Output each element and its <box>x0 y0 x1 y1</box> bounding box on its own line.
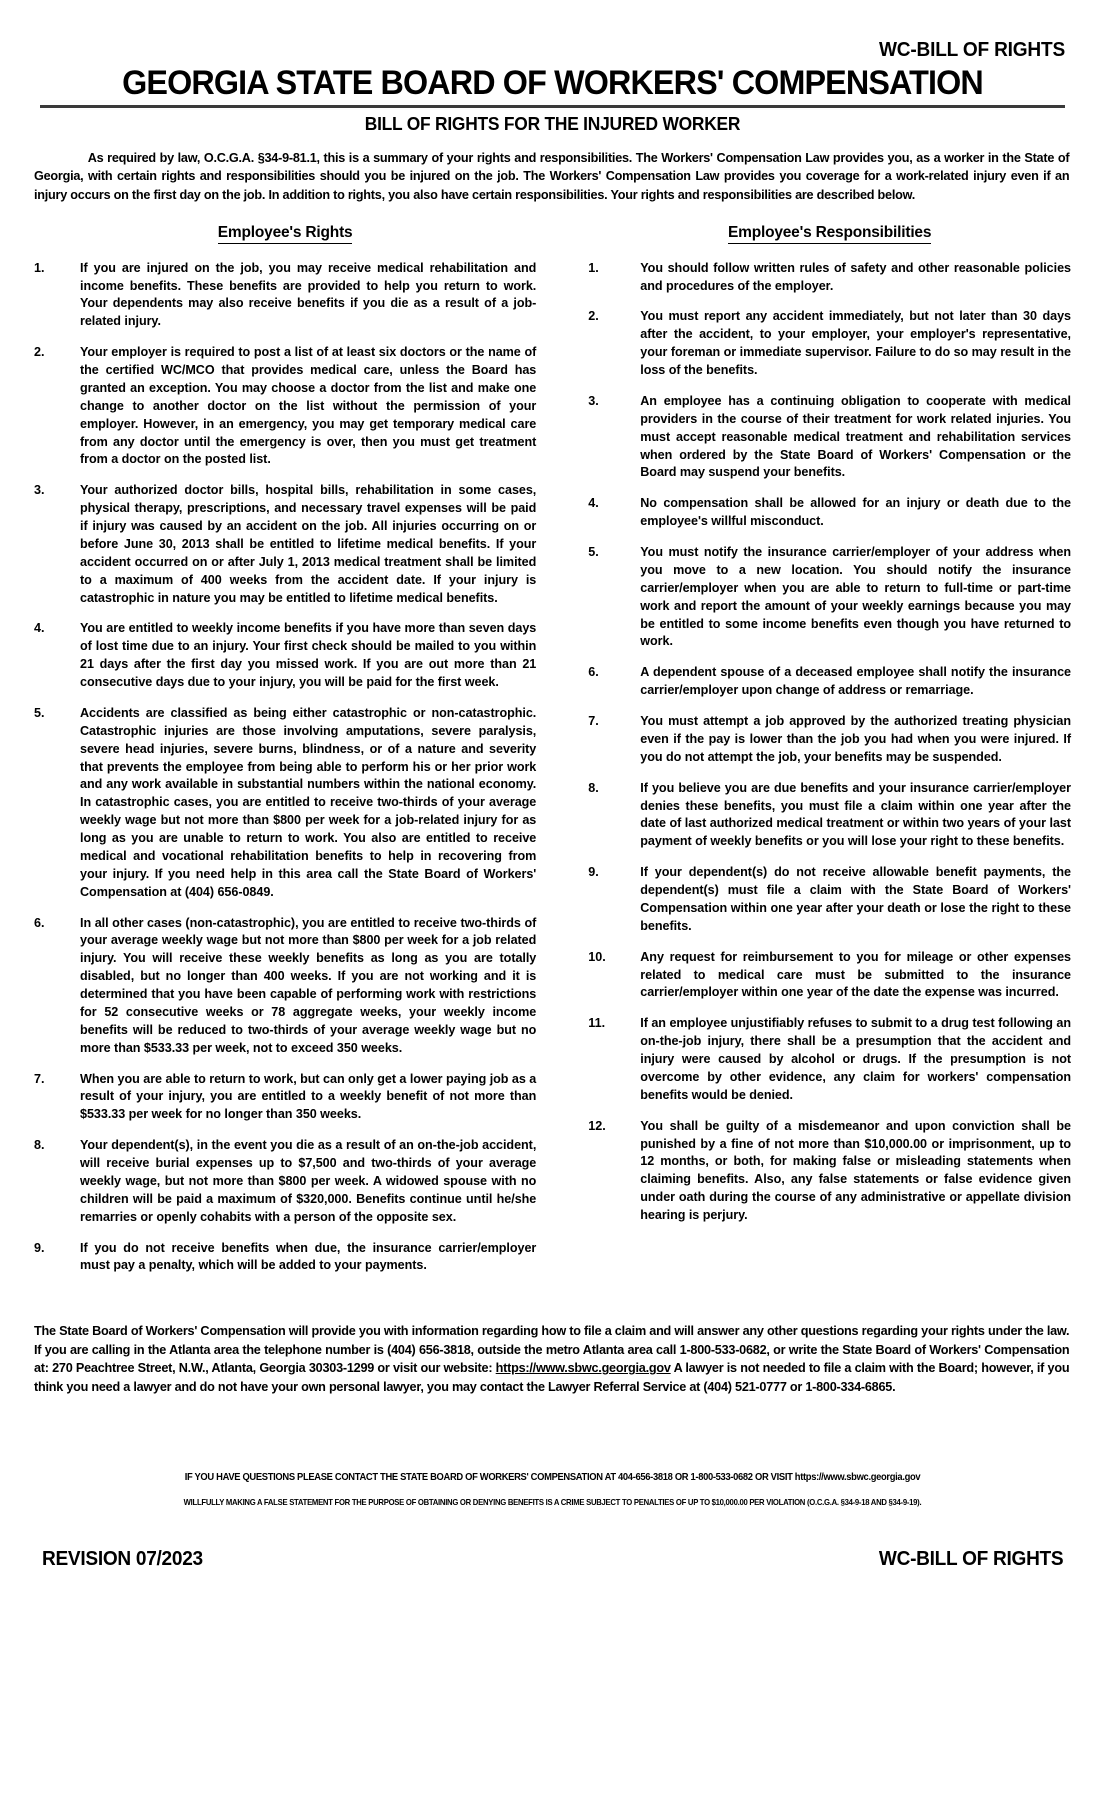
responsibility-item-text: If you believe you are due benefits and your insurance carrier/employer denies these benefits, you must file a claim within one year after the date of last authorized medical treatment or within two years of your last payment of weekly benefits or you will lose your right to these benefits. <box>640 780 1071 849</box>
penalty-notice: WILLFULLY MAKING A FALSE STATEMENT FOR THE PURPOSE OF OBTAINING OR DENYING BENEFITS IS A CRIME SUBJECT TO PENALTIES OF UP TO $10,000.00 PER VIOLATION (O.C.G.A. §34-9-18 AND §34-9-19). <box>183 1497 922 1508</box>
right-item-number: 1. <box>34 260 45 275</box>
responsibility-item <box>588 664 1071 700</box>
right-item-number: 7. <box>34 1071 45 1086</box>
responsibility-item-number: 12. <box>588 1118 606 1133</box>
two-column-body <box>34 224 1071 1289</box>
responsibility-item <box>588 1015 1071 1104</box>
responsibility-item-number: 4. <box>588 496 599 511</box>
right-item <box>34 1240 536 1276</box>
right-item-number: 8. <box>34 1138 45 1153</box>
responsibility-item <box>588 1118 1071 1225</box>
right-item-number: 5. <box>34 705 45 720</box>
responsibility-item-text: You must report any accident immediately, but not later than 30 days after the accident, to your employer, your employer's representative, your foreman or immediate supervisor. Failure to do so may result in the loss of the benefits. <box>640 309 1071 378</box>
closing-text-part2: A lawyer is not needed to file a claim with the Board; however, if you think you need a lawyer and do not have your own personal lawyer, you may contact the Lawyer Referral Service at (404) 521-0777 or 1-800-334-6865. <box>34 1360 1070 1394</box>
responsibility-item-text: You must attempt a job approved by the authorized treating physician even if the pay is lower than the job you had when you were injured. If you do not attempt the job, your benefits may be suspended. <box>640 714 1071 764</box>
rights-heading-label: Employee's Rights <box>218 224 353 244</box>
responsibility-item-text: You should follow written rules of safety and other reasonable policies and procedures of the employer. <box>640 260 1071 293</box>
right-item <box>34 705 536 902</box>
responsibility-item-text: A dependent spouse of a deceased employee shall notify the insurance carrier/employer upon change of address or remarriage. <box>640 665 1071 698</box>
right-item <box>34 1137 536 1226</box>
responsibility-item <box>588 780 1071 852</box>
right-item-number: 9. <box>34 1240 45 1255</box>
responsibilities-list <box>588 260 1071 1225</box>
right-item <box>34 260 536 332</box>
sbwc-website-link[interactable]: https://www.sbwc.georgia.gov <box>495 1360 671 1376</box>
right-item-text: Your dependent(s), in the event you die as a result of an on-the-job accident, will receive burial expenses up to $7,500 and two-thirds of your average weekly wage, but not more than $800 per week. A widowed spouse with no children will be paid a maximum of $320,000. Benefits continue until he/she remarries or openly cohabits with a person of the opposite sex. <box>80 1138 537 1224</box>
right-item-number: 6. <box>34 915 45 930</box>
bottom-notices <box>34 1472 1071 1507</box>
responsibility-item-number: 2. <box>588 309 599 324</box>
rights-column <box>34 224 540 1289</box>
responsibility-item <box>588 949 1071 1003</box>
right-item <box>34 915 536 1058</box>
responsibility-item-number: 8. <box>588 780 599 795</box>
responsibility-item <box>588 495 1071 531</box>
page-subtitle: BILL OF RIGHTS FOR THE INJURED WORKER <box>364 113 741 135</box>
right-item-number: 3. <box>34 483 45 498</box>
responsibility-item <box>588 544 1071 651</box>
responsibility-item-text: No compensation shall be allowed for an injury or death due to the employee's willful misconduct. <box>640 496 1071 529</box>
page-footer <box>34 1547 1071 1571</box>
revision-label: REVISION 07/2023 <box>42 1547 203 1571</box>
responsibility-item-number: 1. <box>588 260 599 275</box>
right-item-text: If you are injured on the job, you may receive medical rehabilitation and income benefits. These benefits are provided to help you return to work. Your dependents may also receive benefits if you die as a result of a job-related injury. <box>80 260 537 329</box>
right-item-text: If you do not receive benefits when due, the insurance carrier/employer must pay a penalty, which will be added to your payments. <box>80 1240 537 1273</box>
responsibility-item-number: 10. <box>588 949 606 964</box>
responsibility-item-number: 6. <box>588 665 599 680</box>
responsibility-item-text: Any request for reimbursement to you for mileage or other expenses related to medical care must be submitted to the insurance carrier/employer within one year of the date the expense was incurred. <box>640 949 1071 1000</box>
title-divider <box>40 105 1065 108</box>
responsibility-item-number: 11. <box>588 1016 606 1031</box>
responsibility-item-text: An employee has a continuing obligation to cooperate with medical providers in the course of their treatment for work related injuries. You must accept reasonable medical treatment and rehabilitation services when ordered by the State Board of Workers' Compensation or the Board may suspend your benefits. <box>640 393 1071 480</box>
right-item-text: When you are able to return to work, but can only get a lower paying job as a result of your injury, you are entitled to a weekly benefit of not more than $533.33 per week for no longer than 350 weeks. <box>80 1071 537 1122</box>
rights-list <box>34 260 536 1276</box>
right-item <box>34 482 536 607</box>
intro-paragraph <box>34 149 1069 204</box>
rights-heading <box>34 224 536 244</box>
right-item <box>34 620 536 692</box>
responsibility-item <box>588 864 1071 936</box>
responsibility-item-text: If an employee unjustifiably refuses to submit to a drug test following an on-the-job injury, there shall be a presumption that the accident and injury were caused by alcohol or drugs. If the presumption is not overcome by other evidence, any claim for workers' compensation benefits would be denied. <box>640 1016 1071 1102</box>
intro-text: As required by law, O.C.G.A. §34-9-81.1, this is a summary of your rights and responsibilities. The Workers' Compensation Law provides you, as a worker in the State of Georgia, with certain rights and responsibilities should you be injured on the job. The Workers' Compensation Law provides you coverage for a work-related injury even if an injury occurs on the first day on the job. In addition to rights, you also have certain responsibilities. Your rights and responsibilities are described below. <box>34 150 1070 202</box>
responsibility-item <box>588 713 1071 767</box>
responsibility-item-text: If your dependent(s) do not receive allowable benefit payments, the dependent(s) must file a claim with the State Board of Workers' Compensation within one year after your death or lose the right to these benefits. <box>640 865 1071 933</box>
responsibilities-heading <box>588 224 1071 244</box>
page-title: GEORGIA STATE BOARD OF WORKERS' COMPENSATION <box>122 64 983 102</box>
right-item-text: Accidents are classified as being either catastrophic or non-catastrophic. Catastrophic injuries are those involving amputations, severe paralysis, severe head injuries, severe burns, blindness, or of a nature and severity that prevents the employee from being able to perform his or her prior work and any work available in substantial numbers within the national economy. In catastrophic cases, you are entitled to receive two-thirds of your average weekly wage but not more than $800 per week for a job-related injury for as long as you are unable to return to work. You also are entitled to receive medical and vocational rehabilitation benefits to help in recovering from your injury. If you need help in this area call the State Board of Workers' Compensation at (404) 656-0849. <box>80 705 537 899</box>
closing-paragraph <box>34 1322 1069 1396</box>
responsibility-item-number: 7. <box>588 714 599 729</box>
right-item-text: You are entitled to weekly income benefits if you have more than seven days of lost time due to an injury. Your first check should be mailed to you within 21 days after the first day you missed work. If you are out more than 21 consecutive days due to your injury, you will be paid for the first week. <box>80 621 537 690</box>
responsibility-item <box>588 393 1071 482</box>
right-item <box>34 1071 536 1125</box>
responsibilities-heading-label: Employee's Responsibilities <box>728 224 931 244</box>
responsibility-item <box>588 260 1071 296</box>
responsibility-item <box>588 308 1071 380</box>
form-code-footer: WC-BILL OF RIGHTS <box>878 1547 1063 1571</box>
right-item <box>34 344 536 469</box>
responsibilities-column <box>564 224 1071 1238</box>
responsibility-item-number: 5. <box>588 545 599 560</box>
right-item-number: 4. <box>34 621 45 636</box>
closing-text-part1: The State Board of Workers' Compensation will provide you with information regarding how to file a claim and will answer any other questions regarding your rights under the law. If you are calling in the Atlanta area the telephone number is (404) 656-3818, outside the metro Atlanta area call 1-800-533-0682, or write the State Board of Workers' Compensation at: 270 Peachtree Street, N.W., Atlanta, Georgia 30303-1299 or visit our website: <box>34 1323 1070 1376</box>
right-item-text: In all other cases (non-catastrophic), you are entitled to receive two-thirds of your average weekly wage but not more than $800 per week for a job related injury. You will receive these weekly benefits as long as you are totally disabled, but no longer than 400 weeks. If you are not working and it is determined that you have been capable of performing work with restrictions for 52 consecutive weeks or 78 aggregate weeks, your weekly income benefits will be reduced to two-thirds of your average weekly wage but no more than $533.33 per week, not to exceed 350 weeks. <box>80 915 537 1055</box>
questions-notice: IF YOU HAVE QUESTIONS PLEASE CONTACT THE STATE BOARD OF WORKERS' COMPENSATION AT 404-656-3818 OR 1-800-533-0682 OR VISIT https://www.sbwc.georgia.gov <box>184 1472 921 1484</box>
responsibility-item-number: 9. <box>588 865 599 880</box>
responsibility-item-number: 3. <box>588 393 599 408</box>
right-item-number: 2. <box>34 345 45 360</box>
right-item-text: Your authorized doctor bills, hospital bills, rehabilitation in some cases, physical therapy, prescriptions, and necessary travel expenses will be paid if injury was caused by an accident on the job. All injuries occurring on or before June 30, 2013 shall be entitled to lifetime medical benefits. If your accident occurred on or after July 1, 2013 medical treatment shall be limited to a maximum of 400 weeks from the accident date. If your injury is catastrophic in nature you may be entitled to lifetime medical benefits. <box>80 483 537 605</box>
form-code-header: WC-BILL OF RIGHTS <box>878 38 1065 61</box>
right-item-text: Your employer is required to post a list of at least six doctors or the name of the certified WC/MCO that provides medical care, unless the Board has granted an exception. You may choose a doctor from the list and make one change to another doctor on the list without the permission of your employer. However, in an emergency, you may get temporary medical care from any doctor until the emergency is over, then you must get treatment from a doctor on the posted list. <box>80 345 537 467</box>
responsibility-item-text: You shall be guilty of a misdemeanor and upon conviction shall be punished by a fine of not more than $10,000.00 or imprisonment, up to 12 months, or both, for making false or misleading statements when claiming benefits. Also, any false statements or false evidence given under oath during the course of any administrative or appellate division hearing is perjury. <box>640 1118 1071 1223</box>
responsibility-item-text: You must notify the insurance carrier/employer of your address when you move to a new location. You should notify the insurance carrier/employer when you are able to return to full-time or part-time work and report the amount of your weekly earnings because you may be entitled to some income benefits even though you have returned to work. <box>640 545 1071 649</box>
